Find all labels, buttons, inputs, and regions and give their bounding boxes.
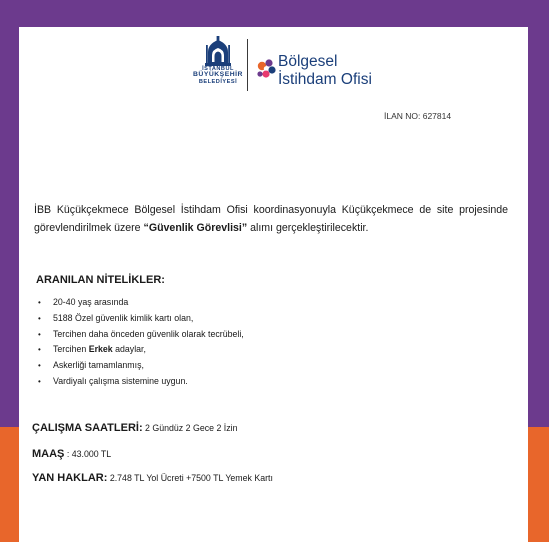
bullet-icon: • [38, 345, 41, 355]
salary-value: : 43.000 TL [64, 449, 112, 459]
bullet-icon: • [38, 361, 41, 371]
intro-text-1: İBB Küçükçekmece Bölgesel İstihdam Ofisi koordinasyonuyla Küçükçekmece de site projesinde görevlendirilmek üzere [34, 204, 508, 234]
working-hours [32, 418, 237, 436]
ibb-emblem-icon [204, 36, 232, 66]
bullet-icon: • [38, 329, 41, 339]
list-item [37, 358, 244, 374]
ibb-logo-line1: İSTANBUL [202, 66, 234, 72]
list-item-text: 20-40 yaş arasında [53, 297, 129, 307]
list-item-text: 5188 Özel güvenlik kimlik kartı olan, [53, 312, 194, 323]
bullet-icon: • [38, 298, 41, 307]
intro-paragraph [34, 201, 508, 237]
intro-position-title: “Güvenlik Görevlisi” [143, 222, 248, 234]
bio-logo-line2: İstihdam Ofisi [278, 71, 372, 88]
logo-divider [247, 39, 248, 91]
list-item-text-pre: Tercihen [53, 344, 89, 355]
requirements-heading: ARANILAN NİTELİKLER: [36, 274, 165, 286]
list-item-text: Tercihen daha önceden güvenlik olarak tecrübeli, [53, 328, 244, 339]
list-item [37, 311, 244, 327]
job-posting-card [19, 27, 528, 542]
list-item-text: Vardiyalı çalışma sistemine uygun. [53, 375, 188, 386]
list-item [37, 342, 244, 358]
benefits [32, 468, 273, 486]
list-item-text: Askerliği tamamlanmış, [53, 360, 144, 371]
salary-label: MAAŞ [32, 448, 65, 460]
working-hours-value: 2 Gündüz 2 Gece 2 İzin [142, 423, 238, 433]
working-hours-label: ÇALIŞMA SAATLERİ: [32, 422, 143, 434]
list-item [37, 327, 244, 343]
list-item-text-post: adaylar, [112, 344, 146, 355]
list-item [37, 295, 244, 311]
ilan-number: İLAN NO: 627814 [384, 111, 452, 121]
requirements-list [37, 295, 244, 390]
ibb-logo-line2: BÜYÜKŞEHİR [193, 71, 243, 79]
list-item [37, 374, 244, 390]
ibb-logo-line3: BELEDİYESİ [198, 78, 238, 85]
bullet-icon: • [38, 376, 41, 386]
ibb-logo [185, 36, 251, 94]
bio-logo-line1: Bölgesel [278, 53, 338, 70]
intro-text-2: alımı gerçekleştirilecektir. [247, 222, 369, 234]
list-item-text-bold: Erkek [88, 344, 113, 355]
salary [32, 444, 111, 462]
bullet-icon: • [38, 313, 41, 323]
benefits-label: YAN HAKLAR: [32, 472, 108, 484]
bio-flower-icon [254, 57, 278, 83]
benefits-value: 2.748 TL Yol Ücreti +7500 TL Yemek Kartı [107, 473, 273, 483]
